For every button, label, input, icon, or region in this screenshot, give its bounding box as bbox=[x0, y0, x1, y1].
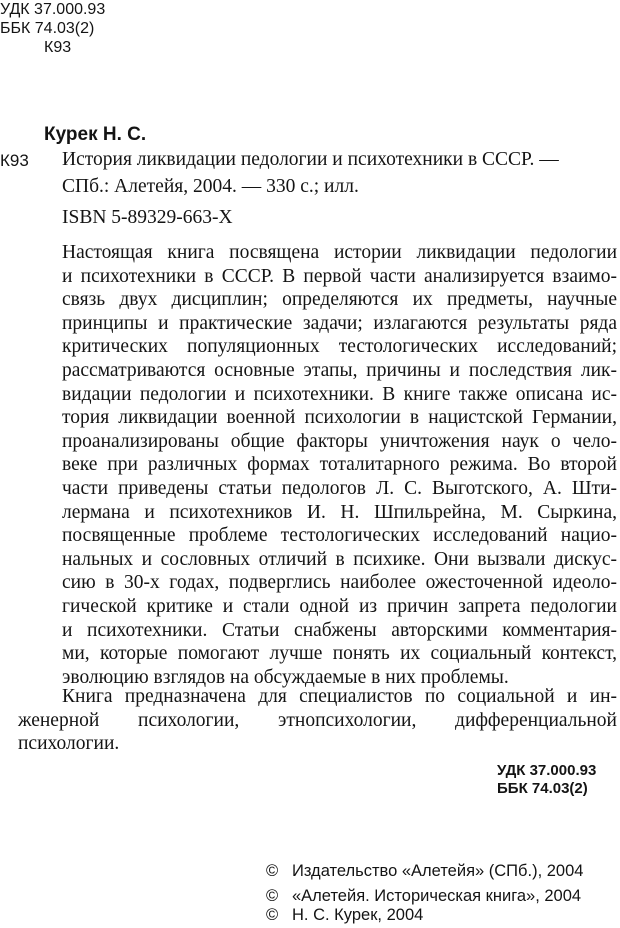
abstract-line: гической критике и стали одной из причин запрета педологии bbox=[62, 595, 617, 617]
udk-code-top: УДК 37.000.93 bbox=[0, 1, 106, 18]
abstract-line: критических популяционных тестологических исследований; bbox=[62, 336, 617, 358]
abstract-line: Настоящая книга посвящена истории ликвидации педологии bbox=[62, 242, 617, 263]
abstract-line: лермана и психотехников И. Н. Шпильрейна, М. Сыркина, bbox=[62, 501, 617, 523]
cutter-code-top: К93 bbox=[44, 39, 72, 56]
cutter-mark: К93 bbox=[0, 151, 29, 170]
copyright-icon: © bbox=[266, 862, 279, 880]
copyright-line-author bbox=[266, 903, 423, 928]
isbn: ISBN 5-89329-663-X bbox=[62, 207, 233, 228]
copyright-icon: © bbox=[266, 887, 279, 905]
copyright-text: Н. С. Курек, 2004 bbox=[292, 906, 424, 924]
abstract-line: рассматриваются основные этапы, причины и последствия лик- bbox=[62, 359, 617, 381]
abstract-line: посвященные проблеме тестологических исследований нацио- bbox=[62, 525, 617, 547]
udk-code-bottom: УДК 37.000.93 bbox=[497, 762, 597, 779]
abstract-line: проанализированы общие факторы уничтожения наук о чело- bbox=[62, 430, 617, 452]
abstract-line: связь двух дисциплин; определяются их предметы, научные bbox=[62, 289, 617, 311]
abstract-line: видации педологии и психотехники. В книге также описана ис- bbox=[62, 383, 617, 405]
audience-line: Книга предназначена для специалистов по социальной и ин- bbox=[62, 686, 617, 707]
bbk-code-top: ББК 74.03(2) bbox=[0, 20, 95, 37]
copyright-icon: © bbox=[266, 906, 279, 924]
abstract-line: части приведены статьи педологов Л. С. Выготского, А. Шти- bbox=[62, 477, 617, 499]
abstract-line: ми, которые помогают лучше понять их социальный контекст, bbox=[62, 643, 617, 665]
abstract-line: нальных и сословных отличий в психике. Они вызвали дискус- bbox=[62, 548, 617, 570]
copyright-text: Издательство «Алетейя» (СПб.), 2004 bbox=[292, 862, 584, 880]
abstract-line: сию в 30-х годах, подверглись наиболее ожесточенной идеоло- bbox=[62, 572, 617, 594]
bbk-code-bottom: ББК 74.03(2) bbox=[497, 780, 588, 797]
abstract-paragraph bbox=[62, 241, 617, 689]
author-name: Курек Н. С. bbox=[44, 124, 147, 145]
audience-paragraph bbox=[18, 685, 617, 756]
abstract-line: веке при различных формах тоталитарного режима. Во второй bbox=[62, 454, 617, 476]
abstract-line: и психотехники. Статьи снабжены авторскими комментария- bbox=[62, 619, 617, 641]
audience-line: женерной психологии, этнопсихологии, дифференциальной bbox=[18, 709, 617, 731]
copyright-line-publisher bbox=[266, 859, 583, 884]
copyright-text: «Алетейя. Историческая книга», 2004 bbox=[292, 887, 582, 905]
abstract-line: тория ликвидации военной психологии в нацистской Германии, bbox=[62, 407, 617, 429]
abstract-line: и психотехники в СССР. В первой части анализируется взаимо- bbox=[62, 265, 617, 287]
abstract-line: принципы и практические задачи; излагаются результаты ряда bbox=[62, 312, 617, 334]
audience-line: психологии. bbox=[18, 733, 120, 755]
abstract-line: эволюцию взглядов на обсуждаемые в них проблемы. bbox=[62, 666, 509, 688]
book-title-line-1: История ликвидации педологии и психотехники в СССР. — bbox=[62, 149, 559, 170]
book-title-line-2: СПб.: Алетейя, 2004. — 330 с.; илл. bbox=[62, 176, 359, 197]
